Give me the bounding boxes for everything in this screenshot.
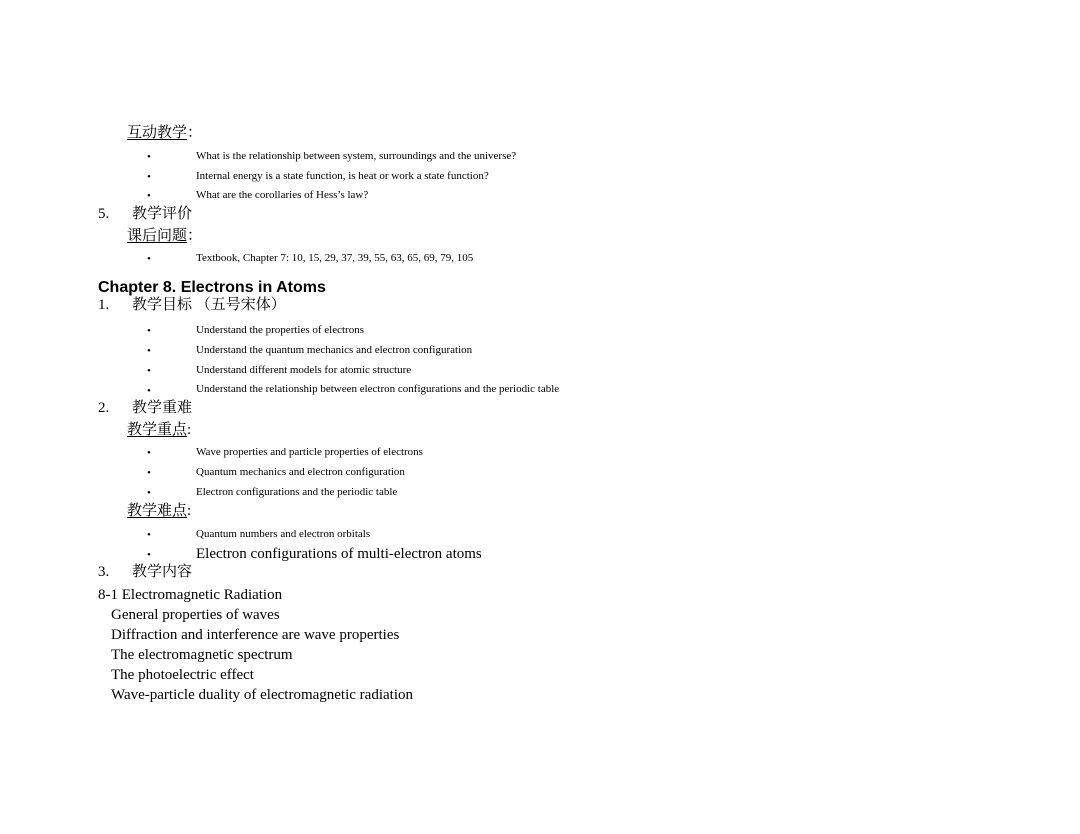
- content-heading: 8-1 Electromagnetic Radiation: [98, 587, 283, 603]
- bullet-icon: •: [147, 190, 151, 202]
- key-point-item: Electron configurations and the periodic table: [196, 486, 398, 498]
- objective-item: Understand the relationship between electron configurations and the periodic table: [196, 383, 560, 395]
- key-points-colon: :: [187, 422, 192, 438]
- bullet-icon: •: [147, 529, 151, 541]
- chapter-heading: Chapter 8. Electrons in Atoms: [98, 279, 326, 296]
- difficult-point-item: Electron configurations of multi-electron atoms: [196, 546, 482, 562]
- interactive-teaching-text: 互动教学: [127, 125, 188, 141]
- content-item: Diffraction and interference are wave properties: [111, 627, 400, 643]
- question-item: Internal energy is a state function, is heat or work a state function?: [196, 170, 489, 182]
- content-item: The electromagnetic spectrum: [111, 647, 293, 663]
- homework-label: [127, 229, 202, 244]
- bullet-icon: •: [147, 385, 151, 397]
- section-3-number: 3.: [98, 564, 110, 580]
- key-point-item: Wave properties and particle properties of electrons: [196, 446, 423, 458]
- homework-colon: ：: [187, 228, 203, 244]
- section-2-title: 教学重难: [132, 400, 193, 416]
- interactive-teaching-colon: ：: [187, 125, 203, 141]
- bullet-icon: •: [147, 345, 151, 357]
- difficult-points-text: 教学难点: [127, 503, 188, 519]
- difficult-points-colon: :: [187, 503, 192, 519]
- bullet-icon: •: [147, 325, 151, 337]
- section-1-title: 教学目标 （五号宋体）: [132, 297, 286, 313]
- difficult-points-label: [127, 504, 191, 519]
- bullet-icon: •: [147, 171, 151, 183]
- difficult-point-item: Quantum numbers and electron orbitals: [196, 528, 371, 540]
- bullet-icon: •: [147, 549, 151, 561]
- homework-item: Textbook, Chapter 7: 10, 15, 29, 37, 39, 55, 63, 65, 69, 79, 105: [196, 252, 474, 264]
- section-3-title: 教学内容: [132, 564, 193, 580]
- section-5-number: 5.: [98, 206, 110, 222]
- section-1-number: 1.: [98, 297, 110, 313]
- content-item: The photoelectric effect: [111, 667, 254, 683]
- bullet-icon: •: [147, 253, 151, 265]
- interactive-teaching-label: [127, 126, 202, 141]
- key-points-text: 教学重点: [127, 422, 188, 438]
- objective-item: Understand the properties of electrons: [196, 324, 364, 336]
- bullet-icon: •: [147, 467, 151, 479]
- bullet-icon: •: [147, 365, 151, 377]
- content-item: General properties of waves: [111, 607, 280, 623]
- section-5-title: 教学评价: [132, 206, 193, 222]
- content-item: Wave-particle duality of electromagnetic radiation: [111, 687, 413, 703]
- key-points-label: [127, 423, 191, 438]
- homework-text: 课后问题: [127, 228, 188, 244]
- bullet-icon: •: [147, 151, 151, 163]
- objective-item: Understand different models for atomic structure: [196, 364, 412, 376]
- objective-item: Understand the quantum mechanics and electron configuration: [196, 344, 473, 356]
- key-point-item: Quantum mechanics and electron configuration: [196, 466, 405, 478]
- bullet-icon: •: [147, 487, 151, 499]
- bullet-icon: •: [147, 447, 151, 459]
- question-item: What are the corollaries of Hess’s law?: [196, 189, 369, 201]
- question-item: What is the relationship between system, surroundings and the universe?: [196, 150, 517, 162]
- section-2-number: 2.: [98, 400, 110, 416]
